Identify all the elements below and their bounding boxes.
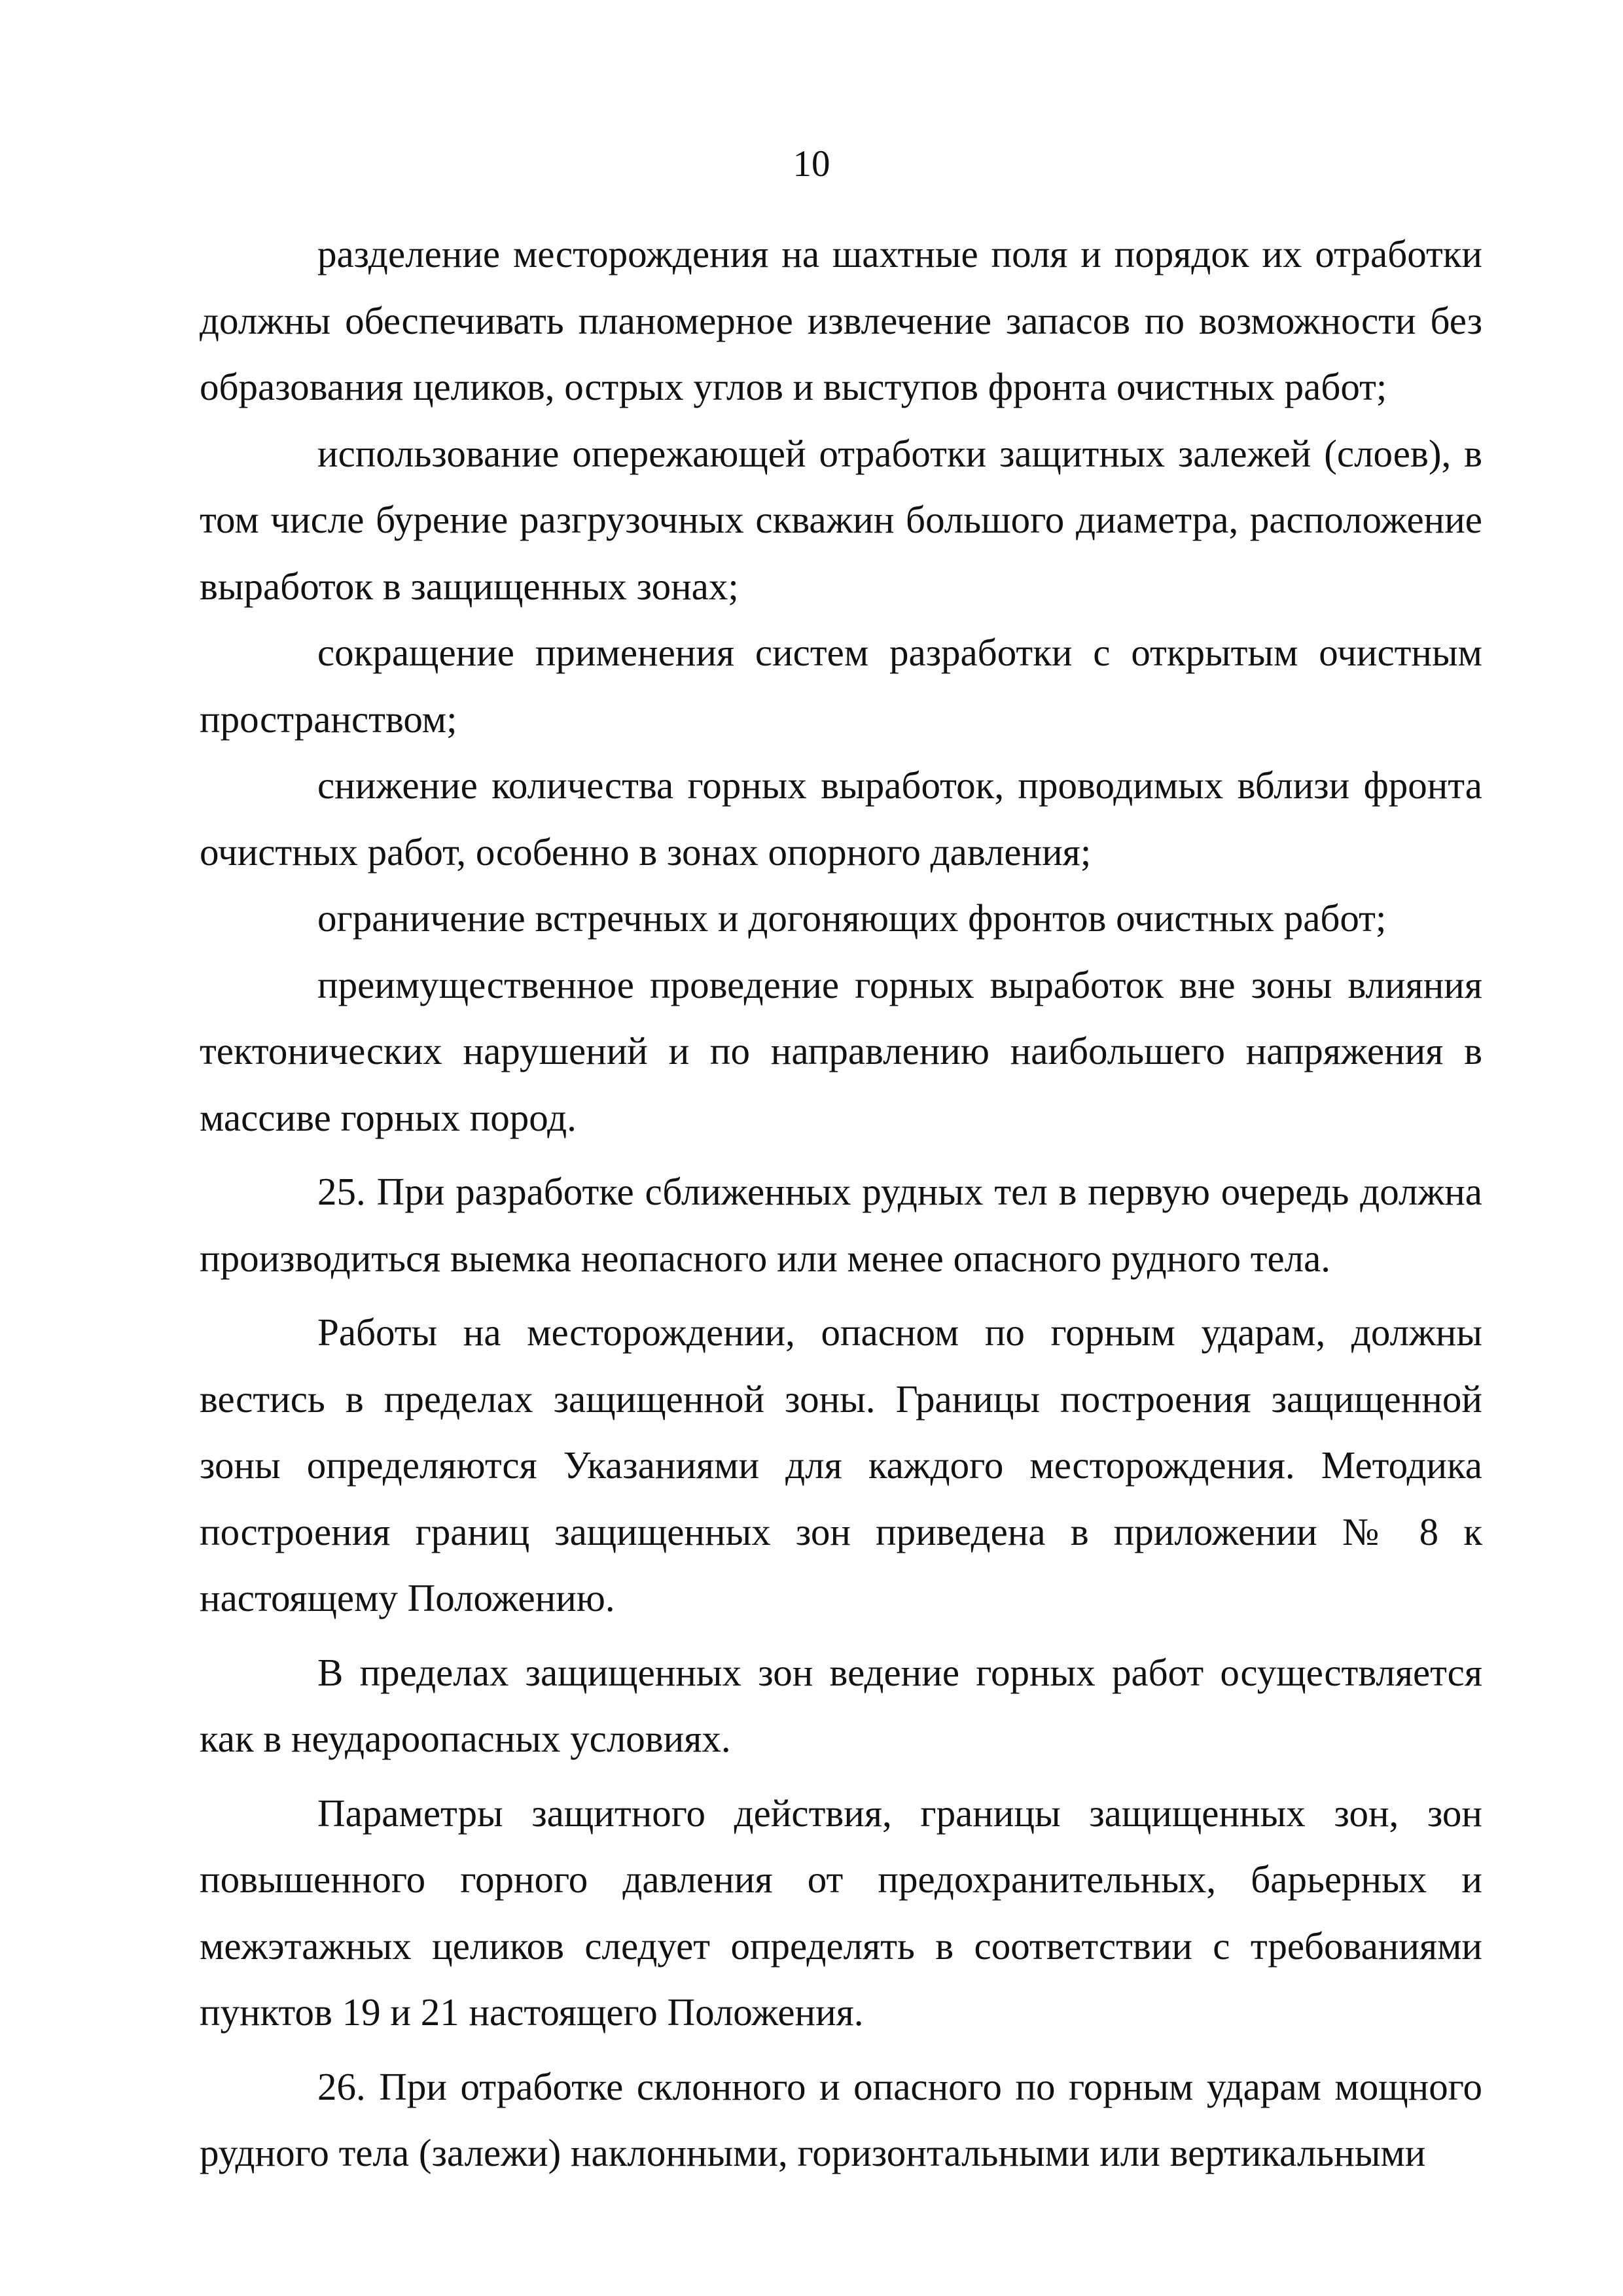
page-number: 10 xyxy=(793,143,830,185)
paragraph: разделение месторождения на шахтные поля и порядок их отработки должны обеспечивать планомерное извлечение запасов по возможности без образования целиков, острых углов и выступов фронта очистных работ; xyxy=(200,232,1482,408)
paragraph: 26. При отработке склонного и опасного по горным ударам мощного рудного тела (залежи) наклонными, горизонтальными или вертикальными xyxy=(200,2064,1482,2174)
paragraph: Работы на месторождении, опасном по горным ударам, должны вестись в пределах защищенной зоны. Границы построения защищенной зоны определяются Указаниями для каждого месторождения. Методика построения границ защищенных зон приведена в приложении № 8 к настоящему Положению. xyxy=(200,1311,1482,1619)
paragraph: В пределах защищенных зон ведение горных работ осуществляется как в неудароопасных условиях. xyxy=(200,1650,1482,1760)
paragraph: ограничение встречных и догоняющих фронтов очистных работ; xyxy=(317,896,1387,940)
paragraph: снижение количества горных выработок, проводимых вблизи фронта очистных работ, особенно в зонах опорного давления; xyxy=(200,764,1482,874)
paragraph: 25. При разработке сближенных рудных тел в первую очередь должна производиться выемка неопасного или менее опасного рудного тела. xyxy=(200,1170,1482,1280)
paragraph: Параметры защитного действия, границы защищенных зон, зон повышенного горного давления от предохранительных, барьерных и межэтажных целиков следует определять в соответствии с требованиями пунктов 19 и 21 настоящего Положения. xyxy=(200,1791,1482,2034)
paragraph: преимущественное проведение горных выработок вне зоны влияния тектонических нарушений и по направлению наибольшего напряжения в массиве горных пород. xyxy=(200,963,1482,1139)
paragraph: использование опережающей отработки защитных залежей (слоев), в том числе бурение разгрузочных скважин большого диаметра, расположение выработок в защищенных зонах; xyxy=(200,431,1482,608)
paragraph: сокращение применения систем разработки с открытым очистным пространством; xyxy=(200,631,1482,741)
document-body xyxy=(200,221,1482,2187)
